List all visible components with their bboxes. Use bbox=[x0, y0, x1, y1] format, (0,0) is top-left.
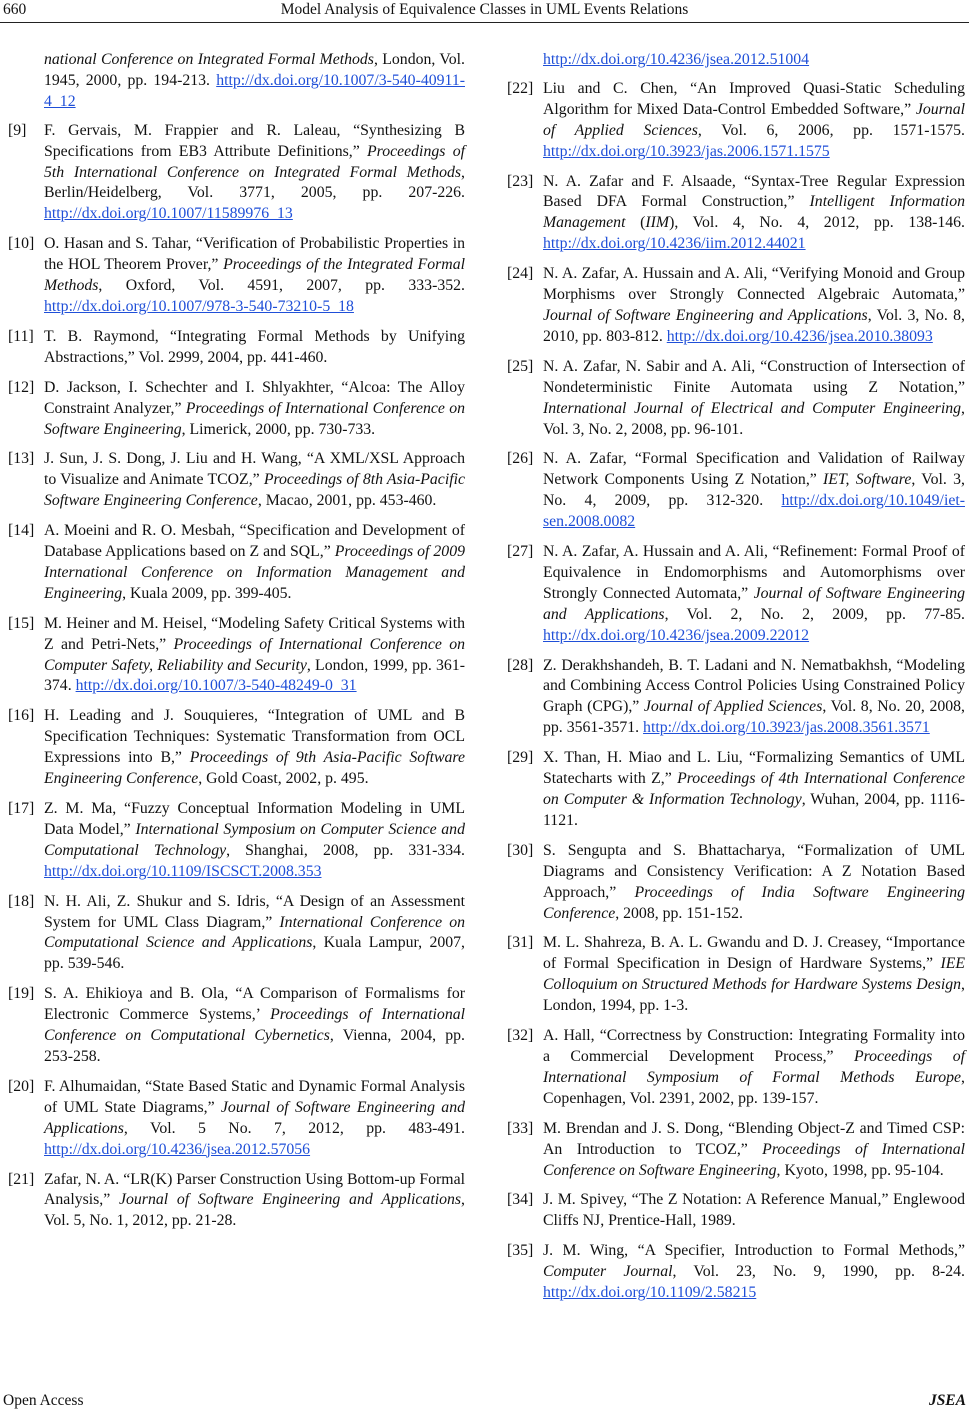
doi-link[interactable]: http://dx.doi.org/10.1049/iet-sen.2008.0082 bbox=[543, 492, 965, 531]
reference-text: , Macao, 2001, pp. 453-460. bbox=[257, 492, 437, 510]
references-right-column bbox=[507, 50, 965, 1313]
reference-item bbox=[8, 327, 465, 369]
reference-venue: Proceedings of International Conference on Software Engineering bbox=[543, 1140, 965, 1179]
page-number: 660 bbox=[3, 1, 27, 18]
reference-text: , Wuhan, 2004, pp. 1116-1121. bbox=[543, 791, 965, 829]
doi-link[interactable]: http://dx.doi.org/10.1007/3-540-40911-4_12 bbox=[44, 71, 465, 110]
reference-text: , Vol. 3, No. 4, 2009, pp. 312-320. bbox=[543, 471, 965, 510]
reference-text: , Vol. 2, No. 2, 2009, pp. 77-85. bbox=[664, 605, 965, 623]
page-footer bbox=[0, 1390, 969, 1414]
reference-number: [12] bbox=[8, 378, 35, 396]
reference-text: , Vol. 5, No. 1, 2012, pp. 21-28. bbox=[44, 1191, 465, 1230]
reference-number: [14] bbox=[8, 522, 35, 540]
reference-continuation bbox=[8, 50, 465, 113]
reference-number: [17] bbox=[8, 800, 35, 817]
reference-item bbox=[8, 1077, 465, 1161]
reference-item bbox=[507, 841, 965, 925]
doi-link[interactable]: http://dx.doi.org/10.4236/jsea.2012.51004 bbox=[543, 51, 810, 68]
reference-text: H. Leading and J. Souquieres, “Integration of UML and B Specification Techniques: Systematic Transformation from OCL Expressions into B,” bbox=[44, 707, 465, 767]
open-access-label: Open Access bbox=[3, 1392, 84, 1409]
reference-text: J. M. Wing, “A Specifier, Introduction to Formal Methods,” bbox=[543, 1242, 965, 1260]
reference-venue: Proceedings of India Software Engineering Conference bbox=[543, 883, 965, 922]
reference-item bbox=[8, 521, 465, 605]
reference-number: [35] bbox=[507, 1242, 534, 1260]
reference-item bbox=[8, 449, 465, 512]
reference-number: [16] bbox=[8, 707, 35, 725]
reference-text: , Kuala 2009, pp. 399-405. bbox=[122, 584, 292, 602]
reference-item bbox=[8, 234, 465, 318]
reference-item bbox=[8, 378, 465, 441]
reference-text: F. Gervais, M. Frappier and R. Laleau, “Synthesizing B Specifications from EB3 Attribute Definitions,” bbox=[44, 121, 465, 160]
reference-item bbox=[8, 892, 465, 976]
reference-number: [15] bbox=[8, 614, 35, 632]
doi-link[interactable]: http://dx.doi.org/10.4236/jsea.2010.38093 bbox=[666, 327, 933, 345]
reference-venue: International Symposium on Computer Science and Computational Technology bbox=[44, 820, 465, 859]
reference-number: [21] bbox=[8, 1170, 35, 1188]
reference-text: M. Brendan and J. S. Dong, “Blending Object-Z and Timed CSP: An Introduction to TCOZ,” bbox=[543, 1119, 965, 1158]
reference-text: , Vol. 6, 2006, pp. 1571-1575. bbox=[697, 121, 965, 139]
doi-link[interactable]: http://dx.doi.org/10.1109/ISCSCT.2008.353 bbox=[44, 862, 322, 880]
reference-text: N. A. Zafar, A. Hussain and A. Ali, “Verifying Monoid and Group Morphisms over Strongly Connected Algebraic Automata,” bbox=[543, 265, 965, 304]
reference-venue: Journal of Applied Sciences bbox=[643, 698, 823, 716]
doi-link[interactable]: http://dx.doi.org/10.1007/3-540-48249-0_31 bbox=[75, 677, 357, 695]
references-left-column bbox=[8, 50, 465, 1241]
reference-number: [11] bbox=[8, 327, 34, 345]
reference-number: [20] bbox=[8, 1077, 35, 1095]
reference-venue: Proceedings of 4th International Conference on Computer & Information Technology bbox=[543, 770, 965, 808]
reference-item bbox=[507, 1119, 965, 1182]
reference-text: , Oxford, Vol. 4591, 2007, pp. 333-352. bbox=[98, 277, 465, 295]
reference-item bbox=[8, 614, 465, 698]
reference-text: D. Jackson, I. Schechter and I. Shlyakhter, “Alcoa: The Alloy Constraint Analyzer,” bbox=[44, 378, 465, 417]
reference-text: , Copenhagen, Vol. 2391, 2002, pp. 139-157. bbox=[543, 1068, 965, 1107]
reference-text: N. A. Zafar and F. Alsaade, “Syntax-Tree Regular Expression Based DFA Formal Construction,” bbox=[543, 172, 965, 211]
reference-venue: Proceedings of International Symposium of Formal Methods Europe bbox=[543, 1047, 965, 1086]
reference-text: , Vienna, 2004, pp. 253-258. bbox=[44, 1027, 465, 1065]
reference-item bbox=[507, 656, 965, 740]
doi-link[interactable]: http://dx.doi.org/10.1109/2.58215 bbox=[543, 1284, 757, 1302]
reference-item bbox=[507, 79, 965, 163]
reference-number: [19] bbox=[8, 985, 35, 1003]
reference-text: , 2008, pp. 151-152. bbox=[615, 904, 743, 922]
reference-text: , Gold Coast, 2002, p. 495. bbox=[198, 770, 369, 788]
reference-text: , Vol. 23, No. 9, 1990, pp. 8-24. bbox=[672, 1263, 965, 1281]
reference-text: A. Moeini and R. O. Mesbah, “Specification and Development of Database Applications based on Z and SQL,” bbox=[44, 522, 465, 561]
reference-venue: IET, Software bbox=[823, 471, 912, 489]
reference-item bbox=[507, 1190, 965, 1232]
reference-venue: Computer Journal bbox=[543, 1263, 673, 1281]
reference-text: Liu and C. Chen, “An Improved Quasi-Static Scheduling Algorithm for Mixed Data-Control Embedded Software,” bbox=[543, 79, 965, 118]
reference-text: A. Hall, “Correctness by Construction: Integrating Formality into a Commercial Development Process,” bbox=[543, 1027, 965, 1065]
reference-venue: International Journal of Electrical and Computer Engineering bbox=[543, 399, 962, 417]
reference-item bbox=[507, 1026, 965, 1110]
reference-text: , Kyoto, 1998, pp. 95-104. bbox=[776, 1161, 944, 1179]
reference-venue: Intelligent Information Management bbox=[543, 193, 965, 232]
reference-text: N. A. Zafar, “Formal Specification and Validation of Railway Network Components Using Z Notation,” bbox=[543, 450, 965, 489]
reference-text: , Kuala Lampur, 2007, pp. 539-546. bbox=[44, 934, 465, 973]
reference-number: [23] bbox=[507, 172, 534, 190]
journal-abbrev: JSEA bbox=[928, 1392, 966, 1409]
doi-link[interactable]: http://dx.doi.org/10.4236/jsea.2012.57056 bbox=[44, 1140, 311, 1158]
doi-link[interactable]: http://dx.doi.org/10.3923/jas.2008.3561.3571 bbox=[643, 719, 930, 737]
reference-venue: IEE Colloquium on Structured Methods for Hardware Systems Design bbox=[543, 955, 965, 994]
reference-text: ( bbox=[625, 214, 646, 232]
reference-item bbox=[507, 933, 965, 1017]
reference-text: , London, 1994, pp. 1-3. bbox=[543, 976, 965, 1015]
reference-item bbox=[507, 748, 965, 832]
reference-venue: Proceedings of 8th Asia-Pacific Software Engineering Conference bbox=[44, 471, 465, 510]
doi-link[interactable]: http://dx.doi.org/10.3923/jas.2006.1571.1575 bbox=[543, 142, 830, 160]
reference-text: , Vol. 3, No. 2, 2008, pp. 96-101. bbox=[543, 399, 965, 438]
reference-item bbox=[8, 706, 465, 790]
reference-venue: Proceedings of International Conference on Computer Safety, Reliability and Security bbox=[44, 635, 465, 674]
reference-text: N. H. Ali, Z. Shukur and S. Idris, “A Design of an Assessment System for UML Class Diagram,” bbox=[44, 892, 465, 931]
doi-link[interactable]: http://dx.doi.org/10.1007/11589976_13 bbox=[44, 205, 293, 223]
reference-number: [24] bbox=[507, 265, 534, 283]
reference-text: M. L. Shahreza, B. A. L. Gwandu and D. J. Creasey, “Importance of Formal Specification in Design of Hardware Systems,” bbox=[543, 934, 965, 973]
reference-text: X. Than, H. Miao and L. Liu, “Formalizing Semantics of UML Statecharts with Z,” bbox=[543, 749, 965, 788]
reference-text: S. Sengupta and S. Bhattacharya, “Formalization of UML Diagrams and Consistency Verification: A Z Notation Based Approach,” bbox=[543, 841, 965, 901]
reference-text: T. B. Raymond, “Integrating Formal Methods by Unifying Abstractions,” Vol. 2999, 2004, pp. 441-460. bbox=[44, 327, 465, 366]
reference-text: M. Heiner and M. Heisel, “Modeling Safety Critical Systems with Z and Petri-Nets,” bbox=[44, 614, 465, 653]
reference-venue: Proceedings of 5th International Conference on Integrated Formal Methods bbox=[44, 142, 465, 181]
reference-text: ), Vol. 4, No. 4, 2012, pp. 138-146. bbox=[669, 214, 965, 232]
header-rule bbox=[0, 22, 969, 23]
reference-number: [10] bbox=[8, 235, 35, 253]
reference-number: [32] bbox=[507, 1027, 534, 1045]
reference-text: J. Sun, J. S. Dong, J. Liu and H. Wang, “A XML/XSL Approach to Visualize and Animate TCOZ,” bbox=[44, 450, 465, 489]
reference-number: [18] bbox=[8, 892, 35, 910]
reference-number: [33] bbox=[507, 1119, 534, 1137]
reference-number: [13] bbox=[8, 450, 35, 468]
reference-item bbox=[507, 264, 965, 348]
reference-text: , London, Vol. 1945, 2000, pp. 194-213. bbox=[44, 51, 466, 89]
reference-text: F. Alhumaidan, “State Based Static and Dynamic Formal Analysis of UML State Diagrams,” bbox=[44, 1077, 465, 1116]
reference-text: , Vol. 8, No. 20, 2008, pp. 3561-3571. bbox=[543, 698, 965, 737]
reference-number: [31] bbox=[507, 934, 534, 952]
reference-number: [25] bbox=[507, 357, 534, 375]
reference-continuation bbox=[507, 50, 965, 71]
reference-item bbox=[507, 357, 965, 441]
reference-number: [28] bbox=[507, 656, 534, 674]
reference-item bbox=[507, 449, 965, 533]
reference-venue: Proceedings of 9th Asia-Pacific Software Engineering Conference bbox=[44, 749, 465, 788]
reference-number: [22] bbox=[507, 79, 534, 97]
reference-text: O. Hasan and S. Tahar, “Verification of Probabilistic Properties in the HOL Theorem Prover,” bbox=[44, 235, 465, 274]
reference-text: Z. Derakhshandeh, B. T. Ladani and N. Nematbakhsh, “Modeling and Combining Access Control Policies Using Constrained Policy Graph (CPG),” bbox=[543, 656, 965, 716]
reference-text: , Shanghai, 2008, pp. 331-334. bbox=[226, 841, 465, 859]
reference-item bbox=[507, 542, 965, 647]
reference-venue: Journal of Applied Sciences bbox=[543, 100, 965, 139]
reference-item bbox=[8, 984, 465, 1068]
doi-link[interactable]: http://dx.doi.org/10.1007/978-3-540-73210-5_18 bbox=[44, 297, 354, 315]
reference-venue: International Conference on Computational Science and Applications bbox=[44, 913, 465, 952]
reference-text: , Vol. 3, No. 8, 2010, pp. 803-812. bbox=[543, 306, 965, 345]
doi-link[interactable]: http://dx.doi.org/10.4236/jsea.2009.22012 bbox=[543, 626, 810, 644]
reference-venue: Journal of Software Engineering and Applications bbox=[543, 584, 965, 623]
reference-venue: Proceedings of International Conference on Software Engineering bbox=[44, 399, 466, 438]
reference-number: [30] bbox=[507, 841, 534, 859]
reference-text: , Vol. 5 No. 7, 2012, pp. 483-491. bbox=[123, 1119, 465, 1137]
reference-venue: Journal of Software Engineering and Applications bbox=[44, 1098, 465, 1137]
running-title: Model Analysis of Equivalence Classes in UML Events Relations bbox=[280, 1, 689, 18]
reference-text: N. A. Zafar, N. Sabir and A. Ali, “Construction of Intersection of Nondeterministic Finite Automata using Z Notation,” bbox=[543, 357, 965, 396]
reference-text: , Limerick, 2000, pp. 730-733. bbox=[181, 420, 376, 438]
reference-number: [26] bbox=[507, 450, 534, 468]
reference-item bbox=[8, 1170, 465, 1233]
reference-text: Zafar, N. A. “LR(K) Parser Construction Using Bottom-up Formal Analysis,” bbox=[44, 1170, 465, 1209]
reference-text: J. M. Spivey, “The Z Notation: A Reference Manual,” Englewood Cliffs NJ, Prentice-Hall, 1989. bbox=[543, 1191, 965, 1230]
reference-text: , Berlin/Heidelberg, Vol. 3771, 2005, pp. 207-226. bbox=[44, 163, 465, 202]
reference-text: , London, 1999, pp. 361-374. bbox=[44, 656, 465, 695]
reference-text: N. A. Zafar, A. Hussain and A. Ali, “Refinement: Formal Proof of Equivalence in Endomorphisms and Automorphisms over Strongly Connected Automata,” bbox=[543, 543, 965, 602]
reference-venue: Journal of Software Engineering and Applications bbox=[119, 1191, 462, 1209]
reference-text: S. A. Ehikioya and B. Ola, “A Comparison of Formalisms for Electronic Commerce Systems,’ bbox=[44, 985, 465, 1024]
reference-venue: Journal of Software Engineering and Applications bbox=[543, 306, 868, 324]
reference-text: Z. M. Ma, “Fuzzy Conceptual Information Modeling in UML Data Model,” bbox=[44, 800, 465, 838]
reference-item bbox=[8, 799, 465, 883]
reference-item bbox=[8, 121, 465, 226]
reference-venue: Proceedings of International Conference on Computational Cybernetics bbox=[44, 1006, 466, 1045]
page-header bbox=[0, 0, 969, 24]
doi-link[interactable]: http://dx.doi.org/10.4236/iim.2012.44021 bbox=[543, 235, 806, 253]
reference-venue: IIM bbox=[645, 214, 670, 232]
reference-number: [9] bbox=[8, 121, 27, 139]
reference-item bbox=[507, 172, 965, 256]
reference-venue: Proceedings of the Integrated Formal Methods bbox=[44, 256, 466, 295]
reference-number: [34] bbox=[507, 1191, 534, 1209]
reference-number: [29] bbox=[507, 749, 534, 767]
reference-venue: national Conference on Integrated Formal Methods bbox=[44, 51, 374, 68]
reference-number: [27] bbox=[507, 543, 534, 561]
reference-venue: Proceedings of 2009 International Conference on Information Management and Engineering bbox=[44, 543, 465, 602]
reference-item bbox=[507, 1241, 965, 1304]
